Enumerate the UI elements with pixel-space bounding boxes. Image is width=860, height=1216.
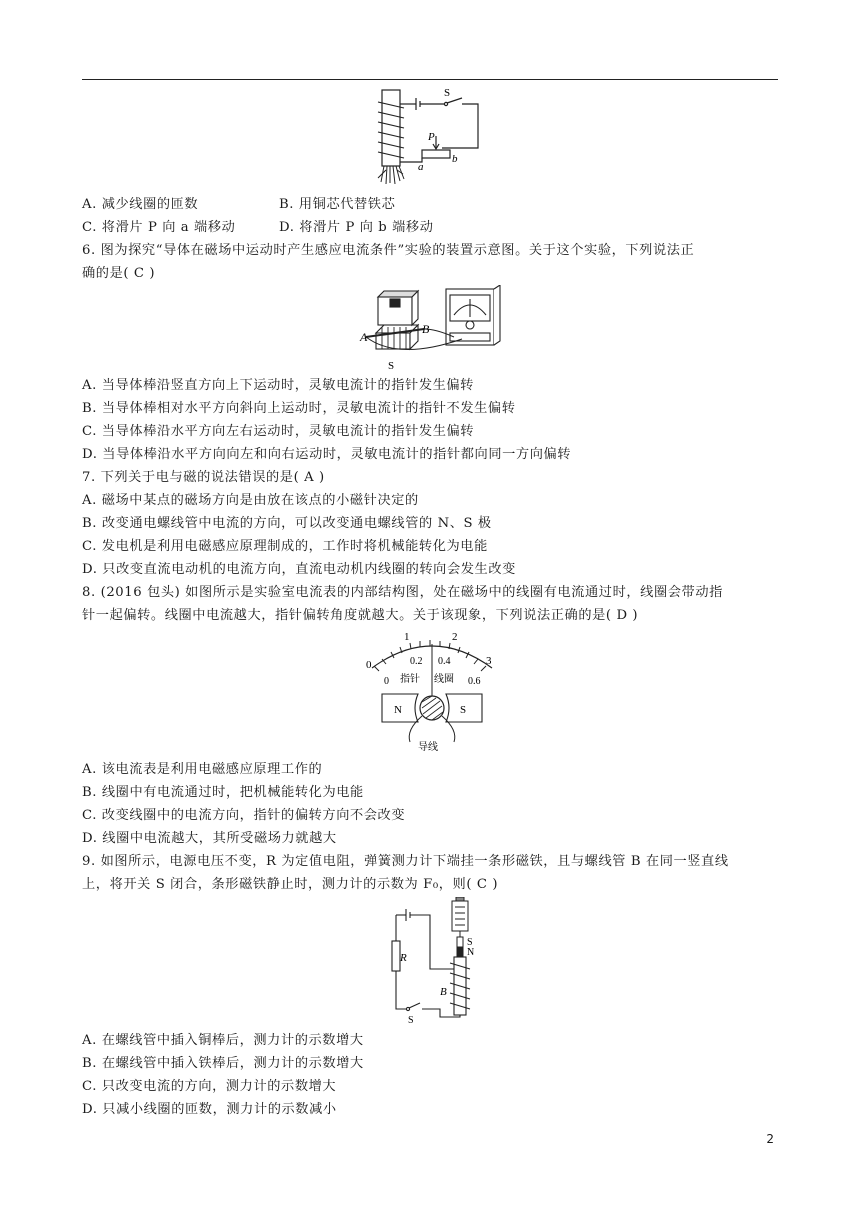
q5-figure-switch-label: S bbox=[444, 87, 451, 99]
q9-figure-magnet-s-label: S bbox=[467, 937, 473, 948]
q9-stem-line1: 9. 如图所示，电源电压不变，R 为定值电阻，弹簧测力计下端挂一条形磁铁，且与螺线管 B 在同一竖直线 bbox=[82, 854, 729, 869]
q8-option-b: B. 线圈中有电流通过时，把机械能转化为电能 bbox=[82, 785, 364, 800]
q6-option-c: C. 当导体棒沿水平方向左右运动时，灵敏电流计的指针发生偏转 bbox=[82, 424, 475, 439]
q5-figure-end-b-label: b bbox=[452, 153, 458, 165]
q6-figure-label-a: A bbox=[360, 330, 368, 344]
q9-option-c: C. 只改变电流的方向，测力计的示数增大 bbox=[82, 1079, 337, 1094]
q6-stem-line1: 6. 图为探究“导体在磁场中运动时产生感应电流条件”实验的装置示意图。关于这个实验，下列说法正 bbox=[82, 243, 695, 258]
q8-outer-scale-3: 3 bbox=[486, 655, 492, 667]
q6-induction-apparatus-figure bbox=[358, 285, 508, 375]
q8-coil-label: 线圈 bbox=[434, 674, 454, 685]
q5-figure-slider-label: P bbox=[428, 131, 435, 143]
q5-option-c: C. 将滑片 P 向 a 端移动 bbox=[82, 220, 236, 235]
q6-option-b: B. 当导体棒相对水平方向斜向上运动时，灵敏电流计的指针不发生偏转 bbox=[82, 401, 516, 416]
q9-option-d: D. 只减小线圈的匝数，测力计的示数减小 bbox=[82, 1102, 337, 1117]
q5-electromagnet-figure bbox=[372, 86, 484, 190]
q6-option-a: A. 当导体棒沿竖直方向上下运动时，灵敏电流计的指针发生偏转 bbox=[82, 378, 474, 393]
q8-inner-scale-1: 0.2 bbox=[410, 656, 423, 667]
q8-inner-scale-0: 0 bbox=[384, 676, 389, 687]
q7-option-a: A. 磁场中某点的磁场方向是由放在该点的小磁针决定的 bbox=[82, 493, 419, 508]
q5-figure-end-a-label: a bbox=[418, 161, 424, 173]
header-rule bbox=[82, 79, 778, 80]
q7-option-b: B. 改变通电螺线管中电流的方向，可以改变通电螺线管的 N、S 极 bbox=[82, 516, 492, 531]
q7-option-d: D. 只改变直流电动机的电流方向，直流电动机内线圈的转向会发生改变 bbox=[82, 562, 516, 577]
q8-magnet-n-label: N bbox=[394, 704, 402, 716]
q9-option-a: A. 在螺线管中插入铜棒后，测力计的示数增大 bbox=[82, 1033, 364, 1048]
q8-pointer-label: 指针 bbox=[400, 674, 420, 685]
q8-inner-scale-2: 0.4 bbox=[438, 656, 451, 667]
q8-outer-scale-0: 0 bbox=[366, 659, 372, 671]
q9-figure-r-label: R bbox=[400, 952, 407, 964]
q9-figure-switch-label: S bbox=[408, 1015, 414, 1025]
q6-option-d: D. 当导体棒沿水平方向向左和向右运动时，灵敏电流计的指针都向同一方向偏转 bbox=[82, 447, 572, 462]
q6-figure-label-b: B bbox=[422, 322, 430, 336]
q8-option-d: D. 线圈中电流越大，其所受磁场力就越大 bbox=[82, 831, 337, 846]
q6-figure-label-n: N bbox=[393, 308, 399, 317]
q6-figure-label-s: S bbox=[388, 360, 395, 372]
q5-option-a: A. 减少线圈的匝数 bbox=[82, 197, 199, 212]
q8-option-c: C. 改变线圈中的电流方向，指针的偏转方向不会改变 bbox=[82, 808, 406, 823]
q8-option-a: A. 该电流表是利用电磁感应原理工作的 bbox=[82, 762, 323, 777]
q8-stem-line1: 8. (2016 包头) 如图所示是实验室电流表的内部结构图，处在磁场中的线圈有电流通过时，线圈会带动指 bbox=[82, 585, 723, 600]
q8-outer-scale-2: 2 bbox=[452, 631, 458, 643]
q5-option-d: D. 将滑片 P 向 b 端移动 bbox=[279, 220, 434, 235]
q6-stem-line2: 确的是( C ) bbox=[82, 266, 156, 281]
q7-stem: 7. 下列关于电与磁的说法错误的是( A ) bbox=[82, 470, 325, 485]
page-number: 2 bbox=[766, 1132, 774, 1146]
q8-magnet-s-label: S bbox=[460, 704, 467, 716]
q5-option-b: B. 用铜芯代替铁芯 bbox=[279, 197, 396, 212]
q9-spring-scale-solenoid-figure bbox=[382, 897, 482, 1025]
q8-wire-label: 导线 bbox=[418, 742, 438, 753]
q9-figure-magnet-n-label: N bbox=[467, 947, 475, 958]
q8-ammeter-structure-figure bbox=[362, 628, 502, 754]
q8-inner-scale-3: 0.6 bbox=[468, 676, 481, 687]
q9-figure-b-label: B bbox=[440, 986, 447, 998]
q7-option-c: C. 发电机是利用电磁感应原理制成的，工作时将机械能转化为电能 bbox=[82, 539, 488, 554]
q9-stem-line2: 上，将开关 S 闭合，条形磁铁静止时，测力计的示数为 F₀，则( C ) bbox=[82, 877, 499, 892]
q9-option-b: B. 在螺线管中插入铁棒后，测力计的示数增大 bbox=[82, 1056, 364, 1071]
q8-stem-line2: 针一起偏转。线圈中电流越大，指针偏转角度就越大。关于该现象，下列说法正确的是( D ) bbox=[82, 608, 639, 623]
q8-outer-scale-1: 1 bbox=[404, 631, 410, 643]
